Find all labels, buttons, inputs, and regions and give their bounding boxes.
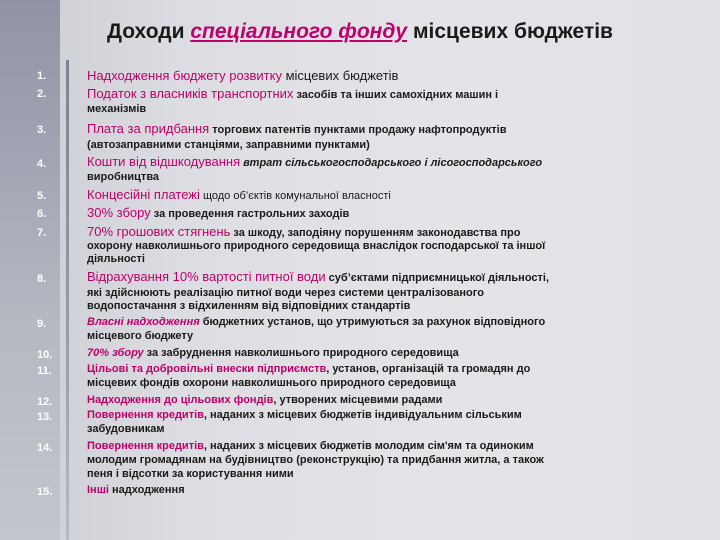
list-item: Власні надходження бюджетних установ, що утримуються за рахунок відповідного	[87, 316, 546, 328]
item-number: 8.	[37, 273, 47, 285]
list-item: 70% грошових стягнень за шкоду, заподіяну порушенням законодавства про	[87, 224, 521, 239]
vertical-divider-line	[66, 60, 69, 540]
list-item-cont: водопостачання з відхиленням від відповідних стандартів	[87, 300, 411, 312]
item-number: 10.	[37, 349, 53, 361]
list-item-cont: пеня і відсотки за користування ними	[87, 468, 294, 480]
list-item: Надходження до цільових фондів, утворених місцевими радами	[87, 394, 443, 406]
list-item: Надходження бюджету розвитку місцевих бюджетів	[87, 68, 399, 83]
list-item: 70% збору за забруднення навколишнього природного середовища	[87, 347, 459, 359]
title-suffix: місцевих бюджетів	[413, 20, 613, 43]
list-item: Відрахування 10% вартості питної води суб’єктами підприємницької діяльності,	[87, 269, 550, 284]
item-number: 6.	[37, 208, 47, 220]
item-number: 11.	[37, 365, 52, 377]
item-number: 13.	[37, 411, 53, 423]
item-number: 4.	[37, 158, 47, 170]
item-number: 7.	[37, 227, 47, 239]
left-decor-band	[0, 0, 60, 540]
list-item-cont: діяльності	[87, 253, 145, 265]
title-highlight: спеціального фонду	[190, 20, 407, 43]
item-number: 9.	[37, 318, 47, 330]
list-item-cont: молодим громадянам на будівництво (реконструкцію) та придбання житла, а також	[87, 454, 544, 466]
title-prefix: Доходи	[107, 20, 185, 43]
item-number: 12.	[37, 396, 53, 408]
list-item: Інші надходження	[87, 484, 185, 496]
item-number: 2.	[37, 88, 47, 100]
list-item: Кошти від відшкодування втрат сільськогосподарського і лісогосподарського	[87, 154, 543, 169]
page-title	[0, 20, 720, 44]
list-item-cont: охорону навколишнього природного середовища внаслідок господарської та іншої	[87, 240, 546, 252]
item-number: 14.	[37, 442, 53, 454]
list-item-cont: забудовникам	[87, 423, 165, 435]
item-number: 15.	[37, 486, 53, 498]
list-item: Податок з власників транспортних засобів та інших самохідних машин і	[87, 86, 499, 101]
item-number: 5.	[37, 190, 47, 202]
list-item: Цільові та добровільні внески підприємств, установ, організацій та громадян до	[87, 363, 531, 375]
list-item: Повернення кредитів, наданих з місцевих бюджетів індивідуальним сільським	[87, 409, 522, 421]
list-item-cont: місцевих фондів охорони навколишнього природного середовища	[87, 377, 456, 389]
list-item-cont: механізмів	[87, 103, 147, 115]
list-item-cont: місцевого бюджету	[87, 330, 194, 342]
item-number: 3.	[37, 124, 47, 136]
list-item: Концесійні платежі щодо об’єктів комунальної власності	[87, 187, 391, 202]
list-item-cont: (автозаправними станціями, заправними пунктами)	[87, 139, 370, 151]
list-item-cont: виробництва	[87, 171, 160, 183]
list-item: Повернення кредитів, наданих з місцевих бюджетів молодим сім'ям та одиноким	[87, 440, 534, 452]
list-item: Плата за придбання торгових патентів пунктами продажу нафтопродуктів	[87, 121, 507, 136]
item-number: 1.	[37, 70, 47, 82]
list-item: 30% збору за проведення гастрольних заходів	[87, 205, 350, 220]
list-item-cont: які здійснюють реалізацію питної води через системи централізованого	[87, 287, 484, 299]
